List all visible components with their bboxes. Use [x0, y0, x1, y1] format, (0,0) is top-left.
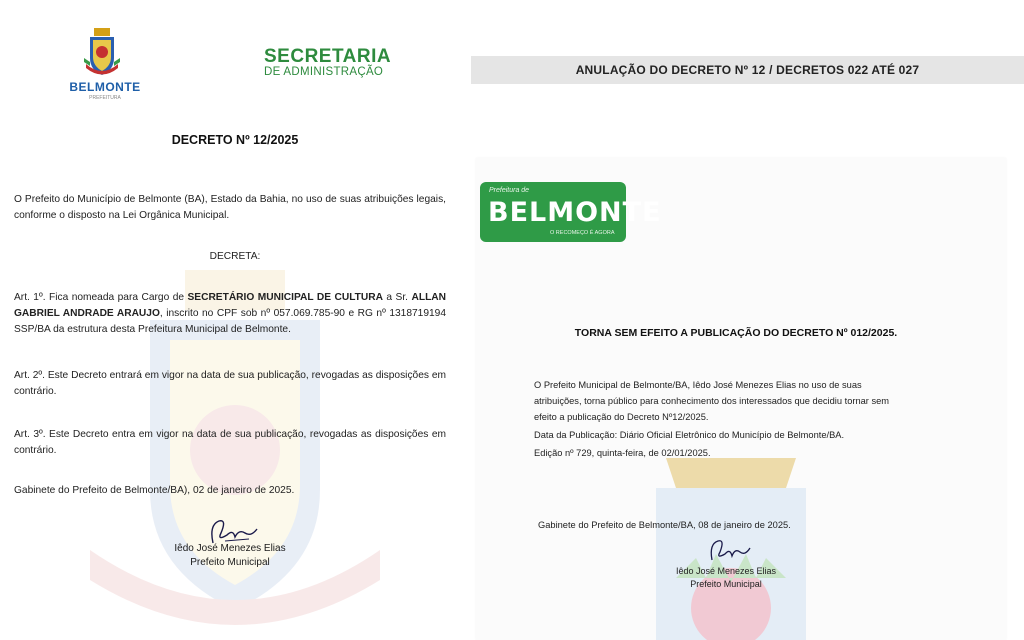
- annulment-closing: Gabinete do Prefeito de Belmonte/BA, 08 de janeiro de 2025.: [538, 520, 791, 530]
- brand-name: BELMONTE: [69, 80, 141, 94]
- decree-title: DECRETO Nº 12/2025: [171, 133, 299, 147]
- decree-12-document: [0, 0, 470, 640]
- article-1-person: ALLAN GABRIEL ANDRADE ARAUJO: [14, 292, 447, 319]
- secretaria-subtitle: DE ADMINISTRAÇÃO: [264, 66, 384, 78]
- annulment-document: [476, 158, 1006, 640]
- annulment-body-line3: efeito a publicação do Decreto Nº12/2025.: [534, 412, 709, 422]
- article-1-role: SECRETÁRIO MUNICIPAL DE CULTURA: [187, 292, 383, 303]
- header-title: ANULAÇÃO DO DECRETO Nº 12 / DECRETOS 022 ATÉ 027: [575, 63, 920, 77]
- signer-block: [646, 565, 806, 591]
- publication-line: Data da Publicação: Diário Oficial Eletrônico do Município de Belmonte/BA.: [534, 430, 845, 440]
- belmonte-logo: [480, 182, 662, 242]
- brand-subtitle: PREFEITURA: [89, 95, 121, 101]
- article-3: Art. 3º. Este Decreto entra em vigor na data de sua publicação, revogadas as disposições em contrário.: [14, 429, 446, 456]
- signer-name: Iêdo José Menezes Elias: [675, 566, 777, 576]
- signature-icon: [706, 536, 756, 566]
- annulment-body-line2: atribuições, torna público para conhecimento dos interessados que decidiu tornar sem: [534, 396, 890, 406]
- article-1-mid: a Sr.: [382, 292, 412, 303]
- signer-role: Prefeito Municipal: [690, 579, 762, 589]
- decreta-heading: DECRETA:: [209, 251, 261, 262]
- annulment-body-line1: O Prefeito Municipal de Belmonte/BA, Iêdo José Menezes Elias no uso de suas: [534, 380, 862, 390]
- decree-closing: Gabinete do Prefeito de Belmonte/BA), 02 de janeiro de 2025.: [14, 485, 295, 496]
- secretaria-title: SECRETARIA: [264, 46, 392, 67]
- edition-line: Edição nº 729, quinta-feira, de 02/01/2025.: [534, 448, 711, 458]
- signer-role: Prefeito Municipal: [190, 557, 270, 568]
- logo-name: BELMONTE: [488, 197, 662, 228]
- annulment-title: TORNA SEM EFEITO A PUBLICAÇÃO DO DECRETO Nº 012/2025.: [574, 327, 898, 339]
- article-1: [14, 290, 446, 338]
- signer-name: Iêdo José Menezes Elias: [174, 543, 286, 554]
- article-1-suffix: , inscrito no CPF sob nº 057.069.785-90 e RG nº 1318719194 SSP/BA da estrutura desta Prefeitura Municipal de Belmonte.: [14, 308, 446, 335]
- article-1-prefix: Art. 1º. Fica nomeada para Cargo de: [14, 292, 188, 303]
- decree-preamble: O Prefeito do Município de Belmonte (BA), Estado da Bahia, no uso de suas atribuições legais, conforme o disposto na Lei Orgânica Municipal.: [14, 194, 446, 221]
- signer-block: [150, 542, 310, 570]
- article-2: Art. 2º. Este Decreto entrará em vigor na data de sua publicação, revogadas as disposições em contrário.: [14, 370, 446, 397]
- logo-prefix: Prefeitura de: [489, 187, 530, 194]
- logo-slogan: O RECOMEÇO É AGORA: [550, 230, 615, 236]
- belmonte-coat-of-arms-icon: [84, 28, 120, 78]
